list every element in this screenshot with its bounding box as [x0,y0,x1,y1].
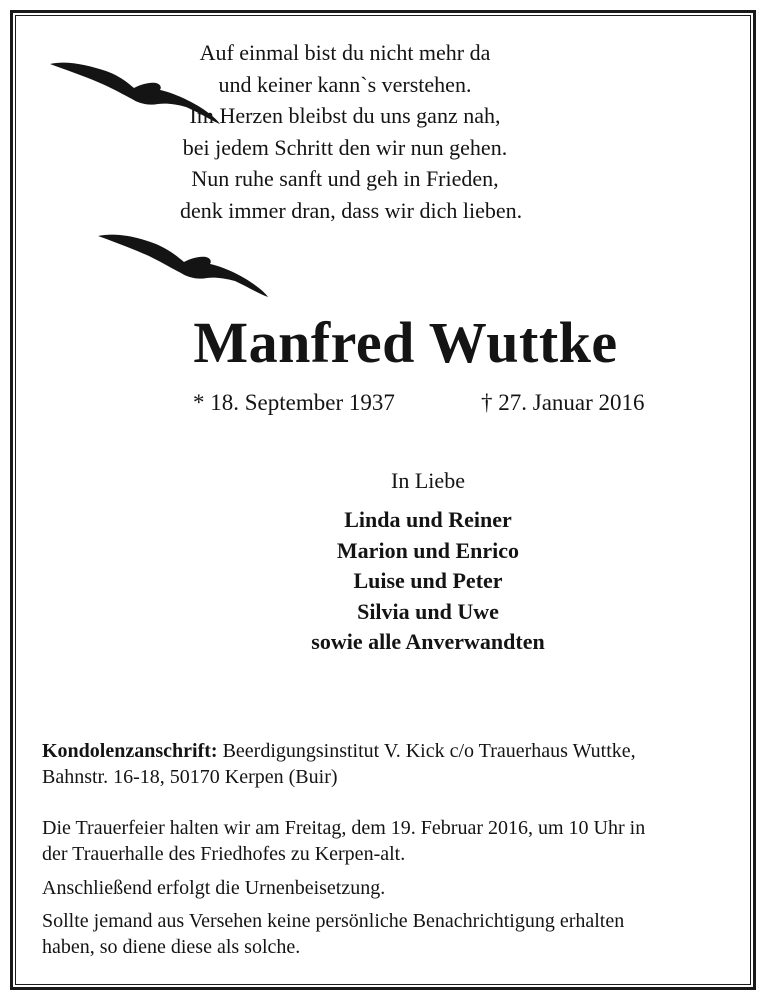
ceremony-info [42,815,732,867]
mourner-name: Linda und Reiner [344,507,512,532]
birth-date: * 18. September 1937 [193,390,395,415]
flying-bird-icon [96,228,271,300]
notice-line: haben, so diene diese als solche. [42,936,301,958]
notice-info [42,908,732,960]
mourner-name: sowie alle Anverwandten [311,629,545,654]
mourners-list [0,505,766,658]
mourners-intro: In Liebe [391,468,465,493]
ceremony-line: der Trauerhalle des Friedhofes zu Kerpen-alt. [42,843,406,865]
urn-line: Anschließend erfolgt die Urnenbeisetzung. [42,877,386,899]
mourner-name: Marion und Enrico [336,537,520,563]
condolence-label: Kondolenzanschrift: [42,740,218,762]
deceased-name: Manfred Wuttke [193,310,618,375]
condolence-address [42,738,732,790]
poem-line: bei jedem Schritt den wir nun gehen. [182,134,508,160]
condolence-line: Beerdigungsinstitut V. Kick c/o Trauerhaus Wuttke, [217,740,636,762]
poem-line: Auf einmal bist du nicht mehr da [199,40,491,65]
ceremony-line: Die Trauerfeier halten wir am Freitag, dem 19. Februar 2016, um 10 Uhr in [42,817,646,839]
mourner-name: Luise und Peter [353,568,503,593]
poem-line: Im Herzen bleibst du uns ganz nah, [189,103,501,128]
death-date: † 27. Januar 2016 [481,390,645,415]
condolence-line: Bahnstr. 16-18, 50170 Kerpen (Buir) [42,766,338,788]
mourner-name: Silvia und Uwe [357,598,499,624]
poem [180,37,523,226]
poem-line: und keiner kann`s verstehen. [218,71,472,97]
poem-line: Nun ruhe sanft und geh in Frieden, [191,166,499,191]
urn-info [42,875,732,901]
poem-line: denk immer dran, dass wir dich lieben. [180,197,523,223]
notice-line: Sollte jemand aus Versehen keine persönliche Benachrichtigung erhalten [42,910,625,932]
